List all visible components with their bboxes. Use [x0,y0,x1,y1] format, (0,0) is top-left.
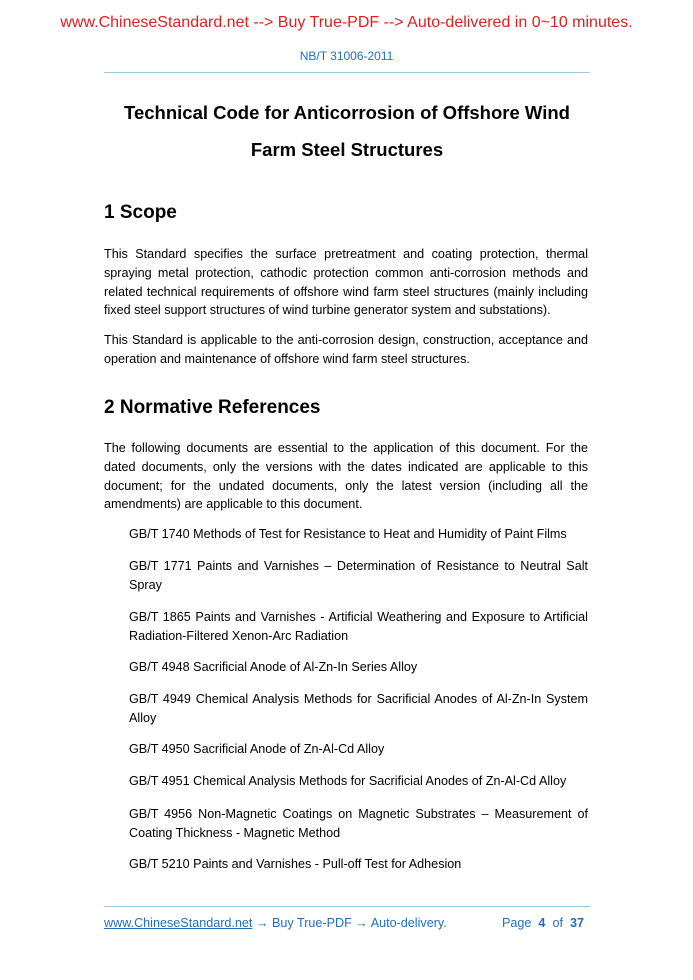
footer-site-link[interactable]: www.ChineseStandard.net [104,916,253,930]
page-indicator [502,916,584,930]
page-label: Page [502,916,532,930]
header-divider [104,72,590,73]
of-label: of [552,916,563,930]
section-heading-normative-references: 2 Normative References [104,397,321,418]
footer-promo [104,916,447,930]
section-heading-scope: 1 Scope [104,202,177,223]
scope-paragraph: This Standard is applicable to the anti-corrosion design, construction, acceptance and operation and maintenance of offshore wind farm steel structures. [104,333,588,366]
document-title-line-1: Technical Code for Anticorrosion of Offshore Wind [124,102,570,123]
reference-item: GB/T 4956 Non-Magnetic Coatings on Magnetic Substrates – Measurement of Coating Thickness - Magnetic Method [129,807,588,840]
references-intro-paragraph: The following documents are essential to the application of this document. For the dated documents, only the versions with the dates indicated are applicable to this document; for the undated documents, only the latest version (including all the amendments) are applicable to this document. [104,441,588,512]
reference-item: GB/T 4948 Sacrificial Anode of Al-Zn-In Series Alloy [129,660,418,674]
reference-item: GB/T 1865 Paints and Varnishes - Artificial Weathering and Exposure to Artificial Radiation-Filtered Xenon-Arc Radiation [129,610,588,643]
total-pages: 37 [569,916,584,930]
footer-divider [104,906,590,907]
document-title-line-2: Farm Steel Structures [250,139,444,160]
standard-number-header: NB/T 31006-2011 [299,49,394,63]
reference-item: GB/T 1740 Methods of Test for Resistance to Heat and Humidity of Paint Films [129,527,567,541]
promo-banner: www.ChineseStandard.net --> Buy True-PDF --> Auto-delivered in 0~10 minutes. [60,14,633,31]
reference-item: GB/T 4949 Chemical Analysis Methods for Sacrificial Anodes of Al-Zn-In System Alloy [129,692,588,725]
reference-item: GB/T 4950 Sacrificial Anode of Zn-Al-Cd Alloy [129,742,385,756]
reference-item: GB/T 1771 Paints and Varnishes – Determination of Resistance to Neutral Salt Spray [129,559,588,592]
reference-item: GB/T 5210 Paints and Varnishes - Pull-off Test for Adhesion [129,857,462,871]
scope-paragraph: This Standard specifies the surface pretreatment and coating protection, thermal spraying metal protection, cathodic protection common anti-corrosion methods and related technical requirements of offshore wind farm steel structures (mainly including fixed steel support structures of wind turbine generator system and substations). [104,247,588,318]
reference-item: GB/T 4951 Chemical Analysis Methods for Sacrificial Anodes of Zn-Al-Cd Alloy [129,774,567,788]
current-page: 4 [538,916,546,930]
footer-promo-text: → Buy True-PDF → Auto-delivery. [252,916,447,930]
